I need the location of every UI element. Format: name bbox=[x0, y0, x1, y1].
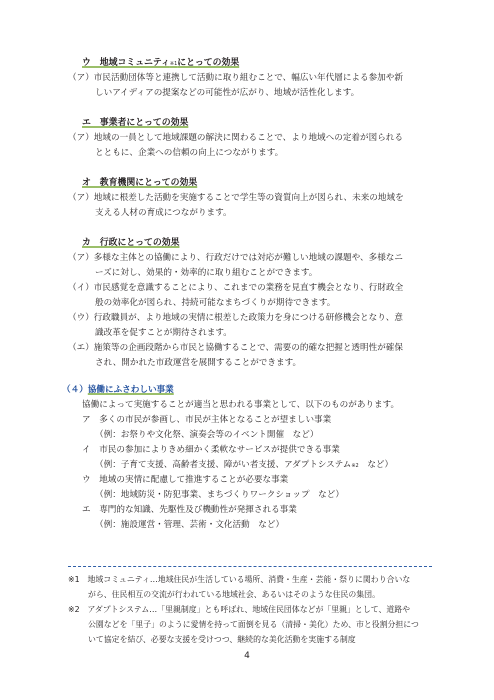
section-heading-education: オ 教育機関にとっての効果 bbox=[82, 178, 198, 188]
list-item-example: （例：お祭りや文化祭、演奏会等のイベント開催 など） bbox=[95, 430, 319, 440]
paragraph-line: 識改革を促すことが期待されます。 bbox=[95, 328, 232, 338]
list-item: ア 多くの市民が参画し、市民が主体となることが望ましい事業 bbox=[82, 415, 332, 425]
footnote-line: 公園などを「里子」のように愛情を持って面倒を見る（清掃・美化）ため、市と役割分担につ bbox=[88, 620, 419, 629]
section-heading-business: エ 事業者にとっての効果 bbox=[82, 118, 189, 128]
section-heading-government: カ 行政にとっての効果 bbox=[82, 238, 180, 248]
paragraph-line: しいアイディアの提案などの可能性が広がり、地域が活性化します。 bbox=[95, 88, 360, 98]
paragraph-line: され、開かれた市政運営を展開することができます。 bbox=[95, 358, 302, 368]
paragraph-line: （ア）地域に根差した活動を実施することで学生等の資質向上が図られ、未来の地域を bbox=[68, 193, 404, 203]
footnote-line: ※1 地域コミュニティ…地域住民が生活している場所、消費・生産・芸能・祭りに関わり合いな bbox=[68, 575, 411, 584]
paragraph-line: （ウ）行政職員が、より地域の実情に根差した政策力を身につける研修機会となり、意 bbox=[68, 313, 403, 323]
footnote-line: がら、住民相互の交流が行われている地域社会、あるいはそのような住民の集団。 bbox=[88, 590, 380, 599]
list-item-example: （例：施設運営・管理、芸術・文化活動 など） bbox=[95, 520, 285, 530]
paragraph-line: （ア）多様な主体との協働により、行政だけでは対応が難しい地域の課題や、多様なニ bbox=[68, 253, 403, 263]
paragraph-line: （イ）市民感覚を意識することにより、これまでの業務を見直す機会となり、行財政全 bbox=[68, 283, 404, 293]
page-number: 4 bbox=[244, 651, 250, 661]
section-heading-community: ウ 地域コミュニティ※1にとっての効果 bbox=[82, 58, 240, 68]
footnote-divider bbox=[68, 566, 432, 567]
section-4-intro: 協働によって実施することが適当と思われる事業として、以下のものがあります。 bbox=[82, 400, 400, 410]
footnote-line: いて協定を結び、必要な支援を受けつつ、継続的な美化活動を実施する制度 bbox=[88, 635, 356, 644]
paragraph-line: （ア）市民活動団体等と連携して活動に取り組むことで、幅広い年代層による参加や新 bbox=[68, 73, 403, 83]
paragraph-line: 支える人材の育成につながります。 bbox=[95, 208, 232, 218]
list-item: イ 市民の参加によりきめ細かく柔軟なサービスが提供できる事業 bbox=[82, 445, 340, 455]
paragraph-line: ーズに対し、効果的・効率的に取り組むことができます。 bbox=[95, 268, 318, 278]
paragraph-line: （エ）施策等の企画段階から市民と協働することで、需要の的確な把握と透明性が確保 bbox=[68, 343, 403, 353]
list-item: エ 専門的な知識、先駆性及び機動性が発揮される事業 bbox=[82, 505, 297, 515]
section-4-heading: （４）協働にふさわしい事業 bbox=[62, 385, 174, 395]
footnote-line: ※2 アダプトシステム…「里親制度」とも呼ばれ、地域住民団体などが「里親」として、道路や bbox=[68, 605, 411, 614]
paragraph-line: 般の効率化が図られ、持続可能なまちづくりが期待できます。 bbox=[95, 298, 336, 308]
paragraph-line: とともに、企業への信頼の向上につながります。 bbox=[95, 148, 284, 158]
list-item: ウ 地域の実情に配慮して推進することが必要な事業 bbox=[82, 475, 289, 485]
list-item-example: （例：子育て支援、高齢者支援、障がい者支援、アダプトシステム※2 など） bbox=[95, 460, 394, 470]
list-item-example: （例：地域防災・防犯事業、まちづくりワークショップ など） bbox=[95, 490, 344, 500]
paragraph-line: （ア）地域の一員として地域課題の解決に関わることで、より地域への定着が図られる bbox=[68, 133, 403, 143]
